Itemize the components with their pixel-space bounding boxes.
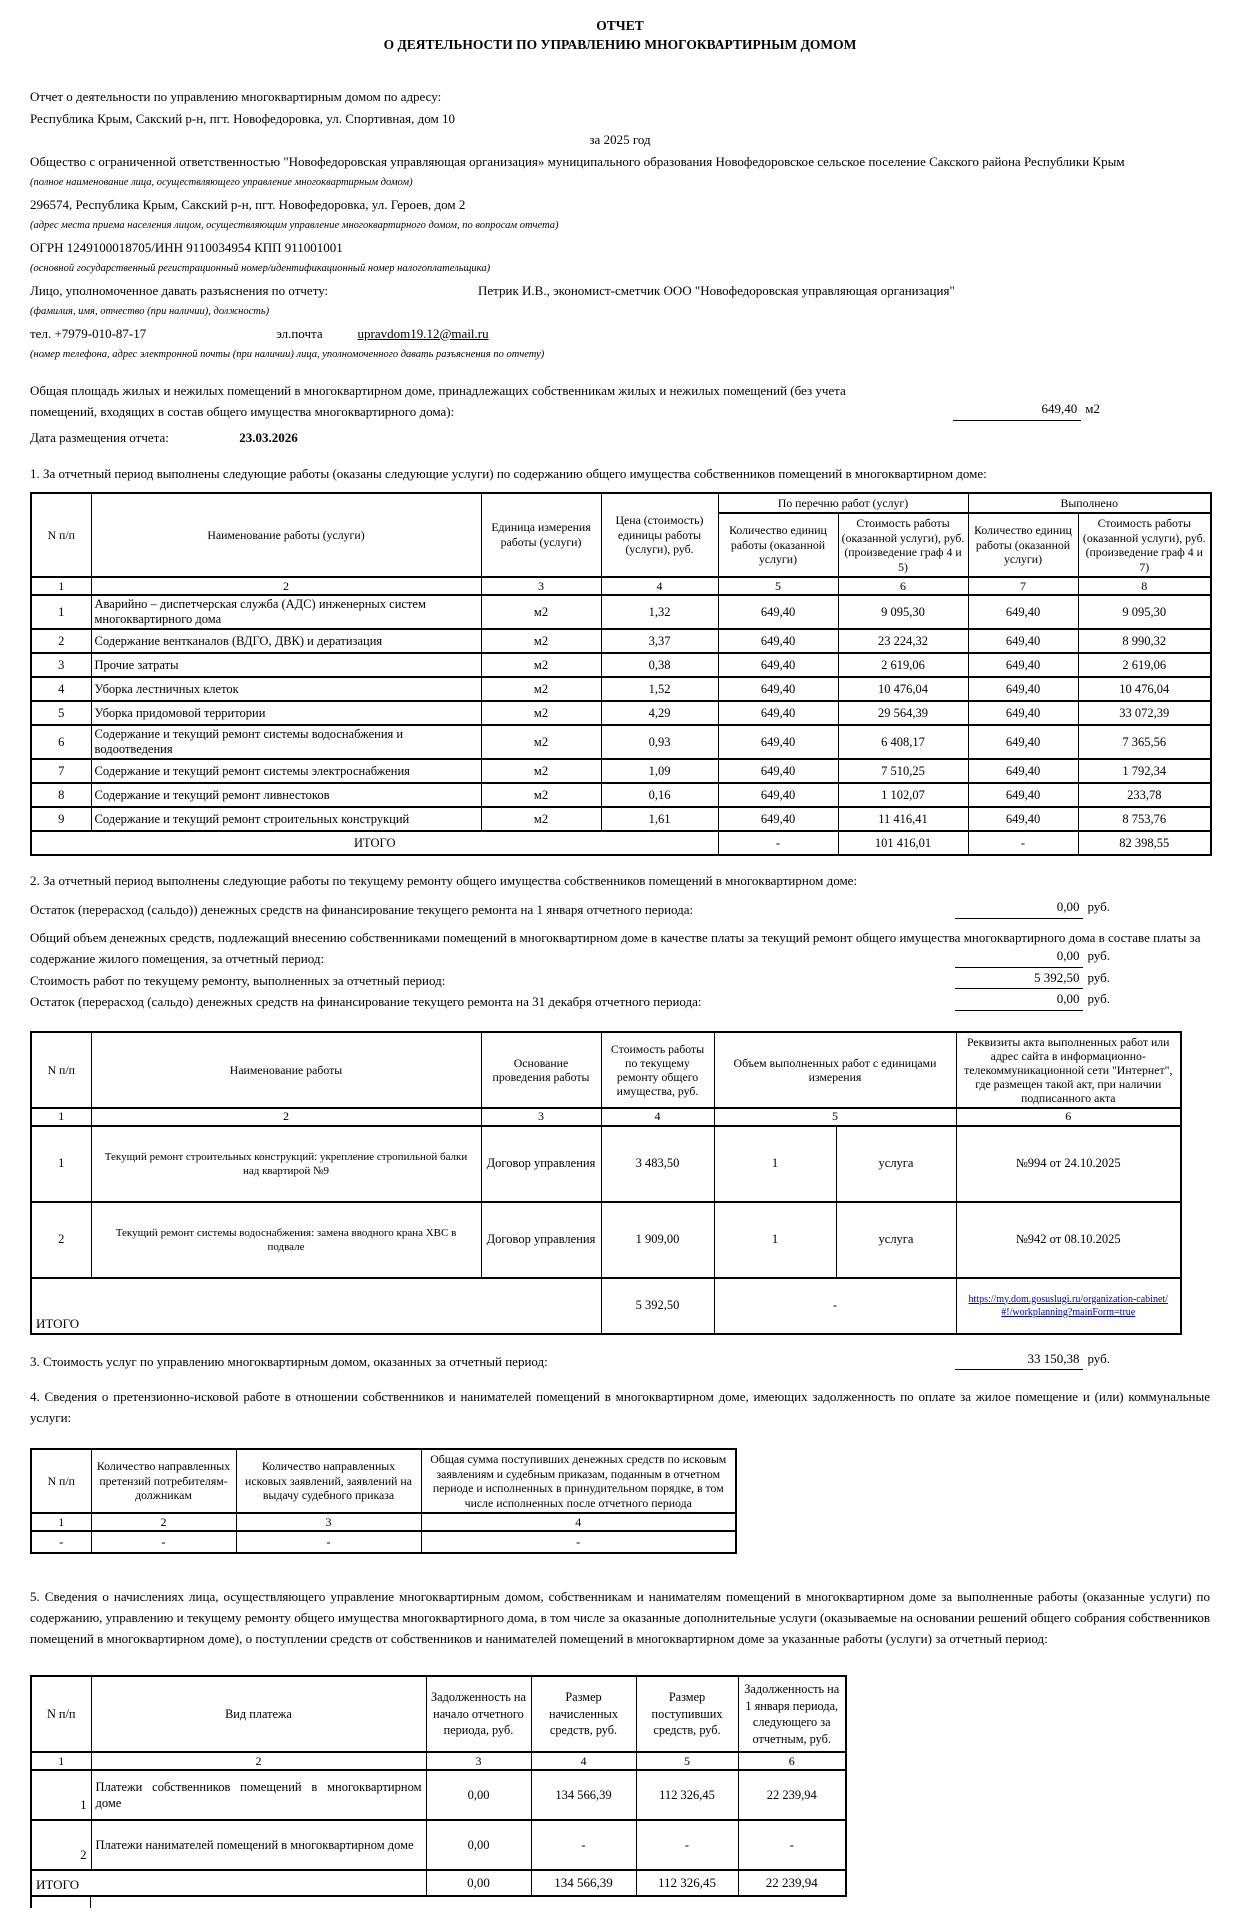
- contact-note: (фамилия, имя, отчество (при наличии), должность): [30, 306, 270, 317]
- table-cell: 134 566,39: [531, 1870, 636, 1896]
- table-row: [31, 759, 1211, 783]
- table-row: [31, 1513, 736, 1531]
- report-title-line1: ОТЧЕТ: [596, 18, 644, 33]
- table-cell: 649,40: [718, 807, 838, 831]
- line-value: 5 392,50: [955, 967, 1083, 990]
- repair-balance-end-line: [30, 991, 1210, 1013]
- table-cell: Содержание и текущий ремонт системы водоснабжения и водоотведения: [91, 725, 481, 759]
- table-cell: 1 102,07: [838, 783, 968, 807]
- table-cell: 2: [31, 1820, 91, 1870]
- table-cell: Уборка придомовой территории: [91, 701, 481, 725]
- reception-address: 296574, Республика Крым, Сакский р-н, пгт. Новофедоровка, ул. Героев, дом 2: [30, 196, 466, 212]
- table-cell: 1: [31, 1770, 91, 1820]
- table-cell: 2: [91, 577, 481, 595]
- table-cell: 8 990,32: [1078, 629, 1211, 653]
- total-area-unit: м2: [1085, 401, 1100, 416]
- table-cell: 3: [426, 1752, 531, 1770]
- table-cell: 649,40: [718, 701, 838, 725]
- table-cell: Платежи нанимателей помещений в многоквартирном доме: [91, 1820, 426, 1870]
- table-cell: ИТОГО: [31, 831, 718, 855]
- table-cell: 4: [601, 577, 718, 595]
- t1-col-qty-list: Количество единиц работы (оказанной услуги): [718, 513, 838, 577]
- table-cell: Содержание и текущий ремонт системы электроснабжения: [91, 759, 481, 783]
- table-row: [31, 807, 1211, 831]
- table-cell: -: [636, 1820, 738, 1870]
- table-cell: 649,40: [968, 595, 1078, 629]
- t1-col-cost-done: Стоимость работы (оказанной услуги), руб. (произведение граф 4 и 7): [1078, 513, 1211, 577]
- t4-col-received: Размер поступивших средств, руб.: [636, 1676, 738, 1752]
- table-cell: 7 510,25: [838, 759, 968, 783]
- table-cell: 0,16: [601, 783, 718, 807]
- table-cell: ИТОГО: [31, 1870, 426, 1896]
- table-row: [31, 1531, 736, 1553]
- report-intro: [30, 86, 1210, 366]
- table-row: [31, 725, 1211, 759]
- t1-col-price: Цена (стоимость) единицы работы (услуги), руб.: [601, 493, 718, 578]
- t3-col-suits: Количество направленных исковых заявлений, заявлений на выдачу судебного приказа: [236, 1449, 421, 1513]
- table-cell: 649,40: [968, 701, 1078, 725]
- t2-col-cost: Стоимость работы по текущему ремонту общего имущества, руб.: [601, 1032, 714, 1108]
- table-cell: 649,40: [718, 759, 838, 783]
- maintenance-works-table: [30, 492, 1212, 857]
- table-cell: 7: [968, 577, 1078, 595]
- table-cell: 134 566,39: [531, 1770, 636, 1820]
- t4-col-type: Вид платежа: [91, 1676, 426, 1752]
- total-area-value: 649,40: [953, 398, 1081, 421]
- table-cell: 3: [236, 1513, 421, 1531]
- section3-unit: руб.: [1087, 1350, 1110, 1366]
- line-unit: руб.: [1087, 991, 1110, 1006]
- table-cell: 2 619,06: [838, 653, 968, 677]
- t1-col-unit: Единица измерения работы (услуги): [481, 493, 601, 578]
- t2-col-name: Наименование работы: [91, 1032, 481, 1108]
- line-label: Остаток (перерасход (сальдо) денежных средств на финансирование текущего ремонта на 31 декабря отчетного периода:: [30, 994, 702, 1009]
- table-row: [31, 1770, 846, 1820]
- table-cell: -: [531, 1820, 636, 1870]
- ogrn-inn-kpp: ОГРН 1249100018705/ИНН 9110034954 КПП 911001001: [30, 239, 343, 255]
- table-cell: 101 416,01: [838, 831, 968, 855]
- table-cell: 649,40: [968, 725, 1078, 759]
- table-cell: 23 224,32: [838, 629, 968, 653]
- t4-col-debt-start: Задолженность на начало отчетного периода, руб.: [426, 1676, 531, 1752]
- section1-heading: 1. За отчетный период выполнены следующие работы (оказаны следующие услуги) по содержанию общего имущества собственников помещений в многоквартирном доме:: [30, 465, 987, 481]
- table-cell: 3: [481, 577, 601, 595]
- table-cell: м2: [481, 725, 601, 759]
- table-cell: 10 476,04: [1078, 677, 1211, 701]
- table-cell: 2: [91, 1752, 426, 1770]
- table-row: [31, 1870, 846, 1896]
- table-cell: 649,40: [718, 595, 838, 629]
- table-cell: м2: [481, 701, 601, 725]
- table-row: [31, 1202, 1181, 1278]
- table-cell: Аварийно – диспетчерская служба (АДС) инженерных систем многоквартирного дома: [91, 595, 481, 629]
- table-cell: 0,93: [601, 725, 718, 759]
- t4-col-n: N п/п: [31, 1676, 91, 1752]
- table-row: [31, 783, 1211, 807]
- total-area-label: Общая площадь жилых и нежилых помещений в многоквартирном доме, принадлежащих собственникам жилых и нежилых помещений (без учета помещений, входящих в состав общего имущества многоквартирного дома):: [30, 382, 846, 419]
- current-repair-table: [30, 1031, 1182, 1335]
- repair-total-due-line: [30, 927, 1210, 970]
- table-cell: Текущий ремонт системы водоснабжения: замена вводного крана ХВС в подвале: [91, 1202, 481, 1278]
- table-cell: 649,40: [718, 629, 838, 653]
- table-cell: 649,40: [968, 783, 1078, 807]
- table-row: [31, 595, 1211, 629]
- table-cell: 33 072,39: [1078, 701, 1211, 725]
- table-cell: -: [31, 1531, 91, 1553]
- table-row: [31, 677, 1211, 701]
- t3-col-sum: Общая сумма поступивших денежных средств по исковым заявлениям и судебным приказам, поданным в отчетном периоде и исполненных в принудительном порядке, в том числе исполненных после отчетного периода: [421, 1449, 736, 1513]
- table-row: [31, 1126, 1181, 1202]
- line-value: 0,00: [955, 945, 1083, 968]
- table-cell: Договор управления: [481, 1202, 601, 1278]
- publish-date-line: [30, 427, 1210, 449]
- table-cell: 5: [714, 1108, 956, 1126]
- table-cell: м2: [481, 807, 601, 831]
- table-cell: 6 408,17: [838, 725, 968, 759]
- table-cell: 649,40: [718, 653, 838, 677]
- table-cell: 4: [31, 677, 91, 701]
- table-cell: м2: [481, 653, 601, 677]
- accruals-table: [30, 1675, 847, 1897]
- table-cell: -: [714, 1278, 956, 1334]
- table-row: [31, 629, 1211, 653]
- table-row: [31, 701, 1211, 725]
- table-row: [31, 653, 1211, 677]
- table-cell: 8: [31, 783, 91, 807]
- table-cell: 649,40: [718, 725, 838, 759]
- table-cell: 6: [956, 1108, 1181, 1126]
- ogrn-note: (основной государственный регистрационный номер/идентификационный номер налогоплательщика): [30, 263, 491, 274]
- table-cell: 10 476,04: [838, 677, 968, 701]
- contact-label: Лицо, уполномоченное давать разъяснения по отчету:: [30, 282, 329, 298]
- table-cell: 1: [714, 1126, 836, 1202]
- repair-balance-start-line: [30, 899, 1210, 921]
- table-cell: 5: [718, 577, 838, 595]
- line-label: Остаток (перерасход (сальдо)) денежных средств на финансирование текущего ремонта на 1 января отчетного периода:: [30, 902, 694, 917]
- line-value: 0,00: [955, 988, 1083, 1011]
- table-cell: 649,40: [968, 677, 1078, 701]
- email-label: эл.почта: [276, 325, 323, 341]
- table-cell: м2: [481, 629, 601, 653]
- table-cell: 1: [31, 1108, 91, 1126]
- table-cell: 9: [31, 807, 91, 831]
- subject-address: Республика Крым, Сакский р-н, пгт. Новофедоровка, ул. Спортивная, дом 10: [30, 110, 455, 126]
- table-cell: 233,78: [1078, 783, 1211, 807]
- section3-value: 33 150,38: [955, 1348, 1083, 1371]
- total-area-line: [30, 380, 1210, 423]
- table-cell: 5 392,50: [601, 1278, 714, 1334]
- table-cell: услуга: [836, 1126, 956, 1202]
- table-cell: 649,40: [968, 653, 1078, 677]
- table-cell: 2: [91, 1513, 236, 1531]
- org-name-note: (полное наименование лица, осуществляющего управление многоквартирным домом): [30, 177, 413, 188]
- table-cell: 4,29: [601, 701, 718, 725]
- table-cell: 2: [31, 1202, 91, 1278]
- table-cell: Платежи собственников помещений в многоквартирном доме: [91, 1770, 426, 1820]
- table-cell: 5: [31, 701, 91, 725]
- table-cell: 0,00: [426, 1870, 531, 1896]
- table-cell: 649,40: [968, 807, 1078, 831]
- table-cell: -: [421, 1531, 736, 1553]
- table-cell: 1: [714, 1202, 836, 1278]
- t2-col-volume: Объем выполненных работ с единицами измерения: [714, 1032, 956, 1108]
- t1-col-cost-list: Стоимость работы (оказанной услуги), руб. (произведение граф 4 и 5): [838, 513, 968, 577]
- table-cell: м2: [481, 759, 601, 783]
- publish-date-value: 23.03.2026: [239, 429, 298, 445]
- t1-col-n: N п/п: [31, 493, 91, 578]
- table-cell: м2: [481, 595, 601, 629]
- contact-line: [30, 280, 1210, 302]
- table-cell: 82 398,55: [1078, 831, 1211, 855]
- table-cell: 1: [31, 1752, 91, 1770]
- table-cell: 0,38: [601, 653, 718, 677]
- table-cell: Текущий ремонт строительных конструкций: укрепление стропильной балки над квартирой №9: [91, 1126, 481, 1202]
- table-cell: 6: [838, 577, 968, 595]
- table-cell: м2: [481, 783, 601, 807]
- table-cell: №942 от 08.10.2025: [956, 1202, 1181, 1278]
- table-cell: 3,37: [601, 629, 718, 653]
- table-cell: 1,52: [601, 677, 718, 701]
- table-cell: 1: [31, 577, 91, 595]
- table-cell: 1,32: [601, 595, 718, 629]
- table-cell: 112 326,45: [636, 1870, 738, 1896]
- org-name: Общество с ограниченной ответственностью "Новофедоровская управляющая организация» муниципального образования Новофедоровское сельское поселение Сакского района Республики Крым: [30, 153, 1125, 169]
- email-value: upravdom19.12@mail.ru: [357, 325, 489, 341]
- table-cell: -: [236, 1531, 421, 1553]
- table-cell: Договор управления: [481, 1126, 601, 1202]
- section4-heading: 4. Сведения о претензионно-исковой работе в отношении собственников и нанимателей помещений в многоквартирном доме, имеющих задолженность по оплате за жилое помещение и (или) коммунальные услуги:: [30, 1389, 1210, 1425]
- t1-group-list: По перечню работ (услуг): [718, 493, 968, 514]
- table-cell: 9 095,30: [1078, 595, 1211, 629]
- table-cell: 1 792,34: [1078, 759, 1211, 783]
- table-cell: 112 326,45: [636, 1770, 738, 1820]
- subject-label: Отчет о деятельности по управлению многоквартирным домом по адресу:: [30, 89, 442, 104]
- table-cell: 1: [31, 1513, 91, 1531]
- table-cell: Прочие затраты: [91, 653, 481, 677]
- table-row: [31, 1108, 1181, 1126]
- table-cell: Содержание вентканалов (ВДГО, ДВК) и дератизация: [91, 629, 481, 653]
- table-cell: 0,00: [426, 1770, 531, 1820]
- t2-col-act: Реквизиты акта выполненных работ или адрес сайта в информационно-телекоммуникационной сети "Интернет", где размещен такой акт, при наличии подписанного акта: [956, 1032, 1181, 1108]
- table-cell: 6: [738, 1752, 846, 1770]
- table-cell: [956, 1278, 1181, 1334]
- table-cell: 0,00: [426, 1820, 531, 1870]
- table-cell: 4: [531, 1752, 636, 1770]
- table-cell: 11 416,41: [838, 807, 968, 831]
- table-cell: Уборка лестничных клеток: [91, 677, 481, 701]
- table-cell: 1: [31, 1126, 91, 1202]
- table-cell: №994 от 24.10.2025: [956, 1126, 1181, 1202]
- contact-person: Петрик И.В., экономист-сметчик ООО "Новофедоровская управляющая организация": [478, 282, 955, 298]
- line-label: Стоимость работ по текущему ремонту, выполненных за отчетный период:: [30, 972, 446, 988]
- t3-col-n: N п/п: [31, 1449, 91, 1513]
- table-cell: 29 564,39: [838, 701, 968, 725]
- table-cell: 649,40: [968, 629, 1078, 653]
- section3-label: 3. Стоимость услуг по управлению многоквартирным домом, оказанных за отчетный период:: [30, 1353, 548, 1369]
- phone-email-line: [30, 323, 1210, 345]
- table-cell: Содержание и текущий ремонт строительных конструкций: [91, 807, 481, 831]
- line-label: Общий объем денежных средств, подлежащий внесению собственниками помещений в многоквартирном доме в качестве платы за текущий ремонт общего имущества многоквартирного дома в составе платы за содержание жилого помещения, за отчетный период:: [30, 929, 1201, 966]
- table-cell: услуга: [836, 1202, 956, 1278]
- table-cell: 22 239,94: [738, 1870, 846, 1896]
- table-row: [31, 577, 1211, 595]
- table-cell: 7: [31, 759, 91, 783]
- table-cell: 3: [481, 1108, 601, 1126]
- t1-group-done: Выполнено: [968, 493, 1211, 514]
- table-cell: 649,40: [718, 783, 838, 807]
- table-cell: 6: [31, 725, 91, 759]
- table-row: [31, 831, 1211, 855]
- table-cell: 1 909,00: [601, 1202, 714, 1278]
- t1-col-name: Наименование работы (услуги): [91, 493, 481, 578]
- table-row: [31, 1278, 1181, 1334]
- table-cell: 4: [601, 1108, 714, 1126]
- section2-heading: 2. За отчетный период выполнены следующие работы по текущему ремонту общего имущества собственников помещений в многоквартирном доме:: [30, 873, 858, 888]
- table-cell: 3: [31, 653, 91, 677]
- table-cell: 1: [31, 595, 91, 629]
- table-cell: 649,40: [968, 759, 1078, 783]
- publish-date-label: Дата размещения отчета:: [30, 429, 169, 445]
- table-cell: 7 365,56: [1078, 725, 1211, 759]
- table-cell: -: [968, 831, 1078, 855]
- management-cost-line: [30, 1351, 1210, 1373]
- t2-col-n: N п/п: [31, 1032, 91, 1108]
- claims-table: [30, 1448, 737, 1554]
- phone-number: тел. +7979-010-87-17: [30, 325, 147, 341]
- table-cell: 9 095,30: [838, 595, 968, 629]
- reception-address-note: (адрес места приема населения лицом, осуществляющим управление многоквартирного домом, по вопросам отчета): [30, 220, 559, 231]
- table-cell: 4: [421, 1513, 736, 1531]
- table-cell: 2: [31, 629, 91, 653]
- table-cell: 5: [636, 1752, 738, 1770]
- table-cell: 1,61: [601, 807, 718, 831]
- t1-col-qty-done: Количество единиц работы (оказанной услуги): [968, 513, 1078, 577]
- t4-col-debt-end: Задолженность на 1 января периода, следующего за отчетным, руб.: [738, 1676, 846, 1752]
- t4-col-accrued: Размер начисленных средств, руб.: [531, 1676, 636, 1752]
- table-cell: 1,09: [601, 759, 718, 783]
- table-cell: -: [738, 1820, 846, 1870]
- table-cell: 8 753,76: [1078, 807, 1211, 831]
- table-cell: 22 239,94: [738, 1770, 846, 1820]
- section5-heading: 5. Сведения о начислениях лица, осуществляющего управление многоквартирным домом, собственникам и нанимателям помещений в многоквартирном доме за выполненные работы (оказанные услуги) по содержанию, управлению и текущему ремонту общего имущества многоквартирного дома, в том числе за оказанные дополнительные услуги (оказываемые на основании решений общего собрания собственников помещений в многоквартирном доме), о поступлении средств от собственников и нанимателей помещений в многоквартирном доме за указанные работы (услуги) за отчетный период:: [30, 1589, 1210, 1646]
- report-year: за 2025 год: [589, 132, 651, 147]
- table-continuation-stub: [30, 1897, 91, 1908]
- table-cell: 2 619,06: [1078, 653, 1211, 677]
- report-title-line2: О ДЕЯТЕЛЬНОСТИ ПО УПРАВЛЕНИЮ МНОГОКВАРТИРНЫМ ДОМОМ: [383, 37, 857, 52]
- table-row: [31, 1820, 846, 1870]
- table-cell: 8: [1078, 577, 1211, 595]
- line-unit: руб.: [1087, 948, 1110, 963]
- table-cell: -: [91, 1531, 236, 1553]
- table-cell: ИТОГО: [31, 1278, 601, 1334]
- phone-note: (номер телефона, адрес электронной почты (при наличии) лица, уполномоченного давать разъяснения по отчету): [30, 349, 545, 360]
- table-cell: 3 483,50: [601, 1126, 714, 1202]
- table-cell: м2: [481, 677, 601, 701]
- table-cell: 649,40: [718, 677, 838, 701]
- table-cell: -: [718, 831, 838, 855]
- t2-col-basis: Основание проведения работы: [481, 1032, 601, 1108]
- t3-col-claims: Количество направленных претензий потребителям-должникам: [91, 1449, 236, 1513]
- table-cell: Содержание и текущий ремонт ливнестоков: [91, 783, 481, 807]
- line-value: 0,00: [955, 896, 1083, 919]
- act-site-link[interactable]: https://my.dom.gosuslugi.ru/organization-cabinet/#!/workplanning?mainForm=true: [968, 1293, 1168, 1318]
- table-cell: 2: [91, 1108, 481, 1126]
- line-unit: руб.: [1087, 899, 1110, 914]
- line-unit: руб.: [1087, 969, 1110, 985]
